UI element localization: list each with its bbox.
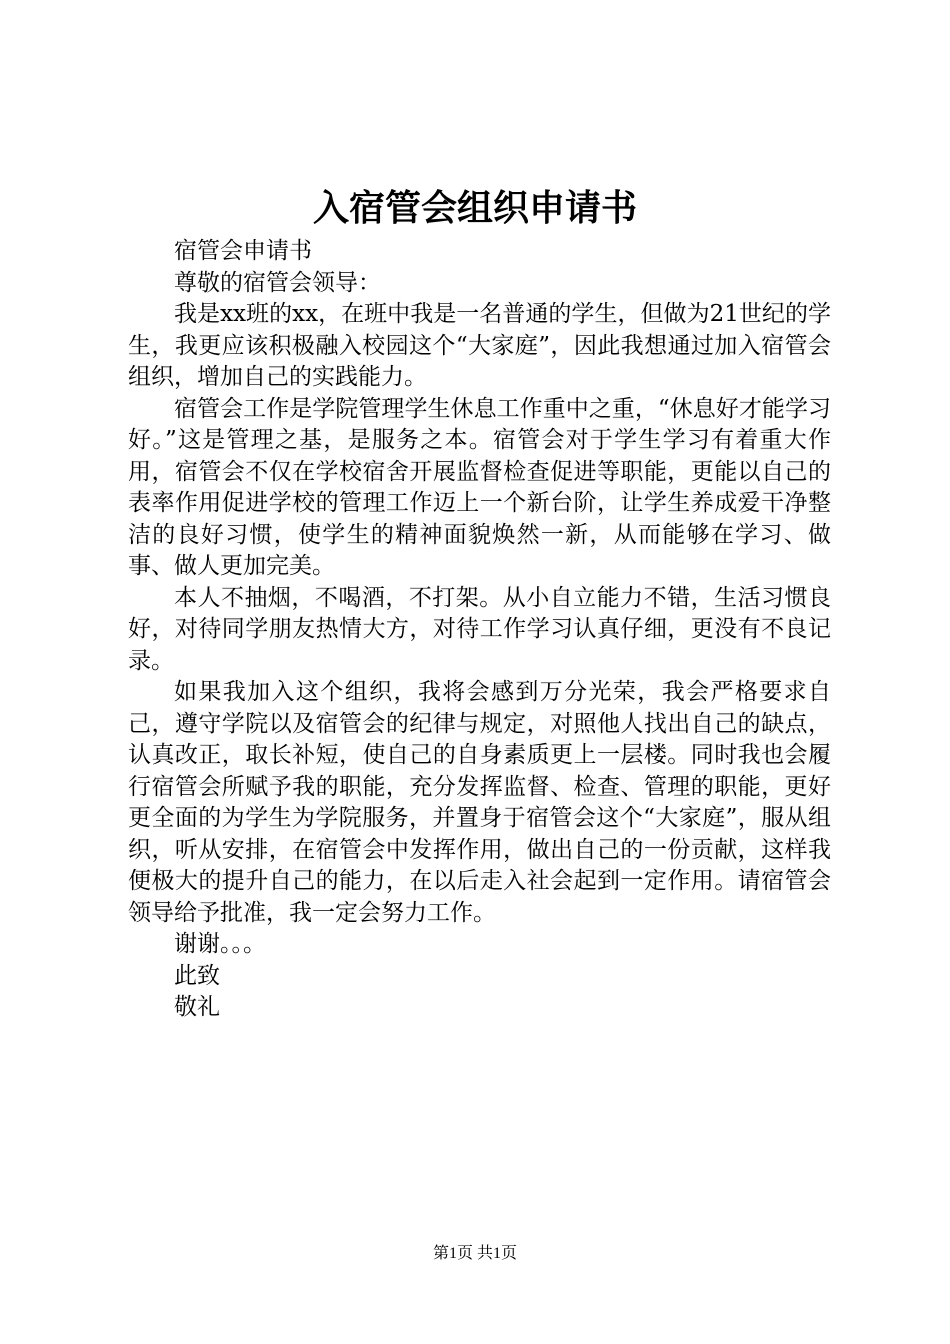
thanks-line: 谢谢。。。 <box>174 931 266 957</box>
salutation-line: 尊敬的宿管会领导： <box>174 269 381 296</box>
closing-line-1: 此致 <box>174 962 220 989</box>
closing-line-2: 敬礼 <box>174 994 220 1020</box>
document-title: 入宿管会组织申请书 <box>312 187 637 229</box>
paragraph-intro: 我是xx班的xx，在班中我是一名普通的学生，但做为21世纪的学生，我更应该积极融入校园这个“大家庭”，因此我想通过加入宿管会组织，增加自己的实践能力。 <box>128 301 831 390</box>
document-body <box>128 236 831 1024</box>
paragraph-role: 宿管会工作是学院管理学生休息工作重中之重，“休息好才能学习好。”这是管理之基，是服务之本。宿管会对于学生学习有着重大作用，宿管会不仅在学校宿舍开展监督检查促进等职能，更能以自己的表率作用促进学校的管理工作迈上一个新台阶，让学生养成爱干净整洁的良好习惯，使学生的精神面貌焕然一新，从而能够在学习、做事、做人更加完美。 <box>128 395 831 579</box>
subtitle-line: 宿管会申请书 <box>174 238 312 264</box>
paragraph-commitment: 如果我加入这个组织，我将会感到万分光荣，我会严格要求自己，遵守学院以及宿管会的纪律与规定，对照他人找出自己的缺点，认真改正，取长补短，使自己的自身素质更上一层楼。同时我也会履行宿管会所赋予我的职能，充分发挥监督、检查、管理的职能，更好更全面的为学生为学院服务，并置身于宿管会这个“大家庭”，服从组织，听从安排，在宿管会中发挥作用，做出自己的一份贡献，这样我便极大的提升自己的能力，在以后走入社会起到一定作用。请宿管会领导给予批准，我一定会努力工作。 <box>128 679 831 926</box>
page-footer: 第1页 共1页 <box>432 1245 517 1262</box>
paragraph-self: 本人不抽烟，不喝酒，不打架。从小自立能力不错，生活习惯良好，对待同学朋友热情大方，对待工作学习认真仔细，更没有不良记录。 <box>128 584 831 674</box>
